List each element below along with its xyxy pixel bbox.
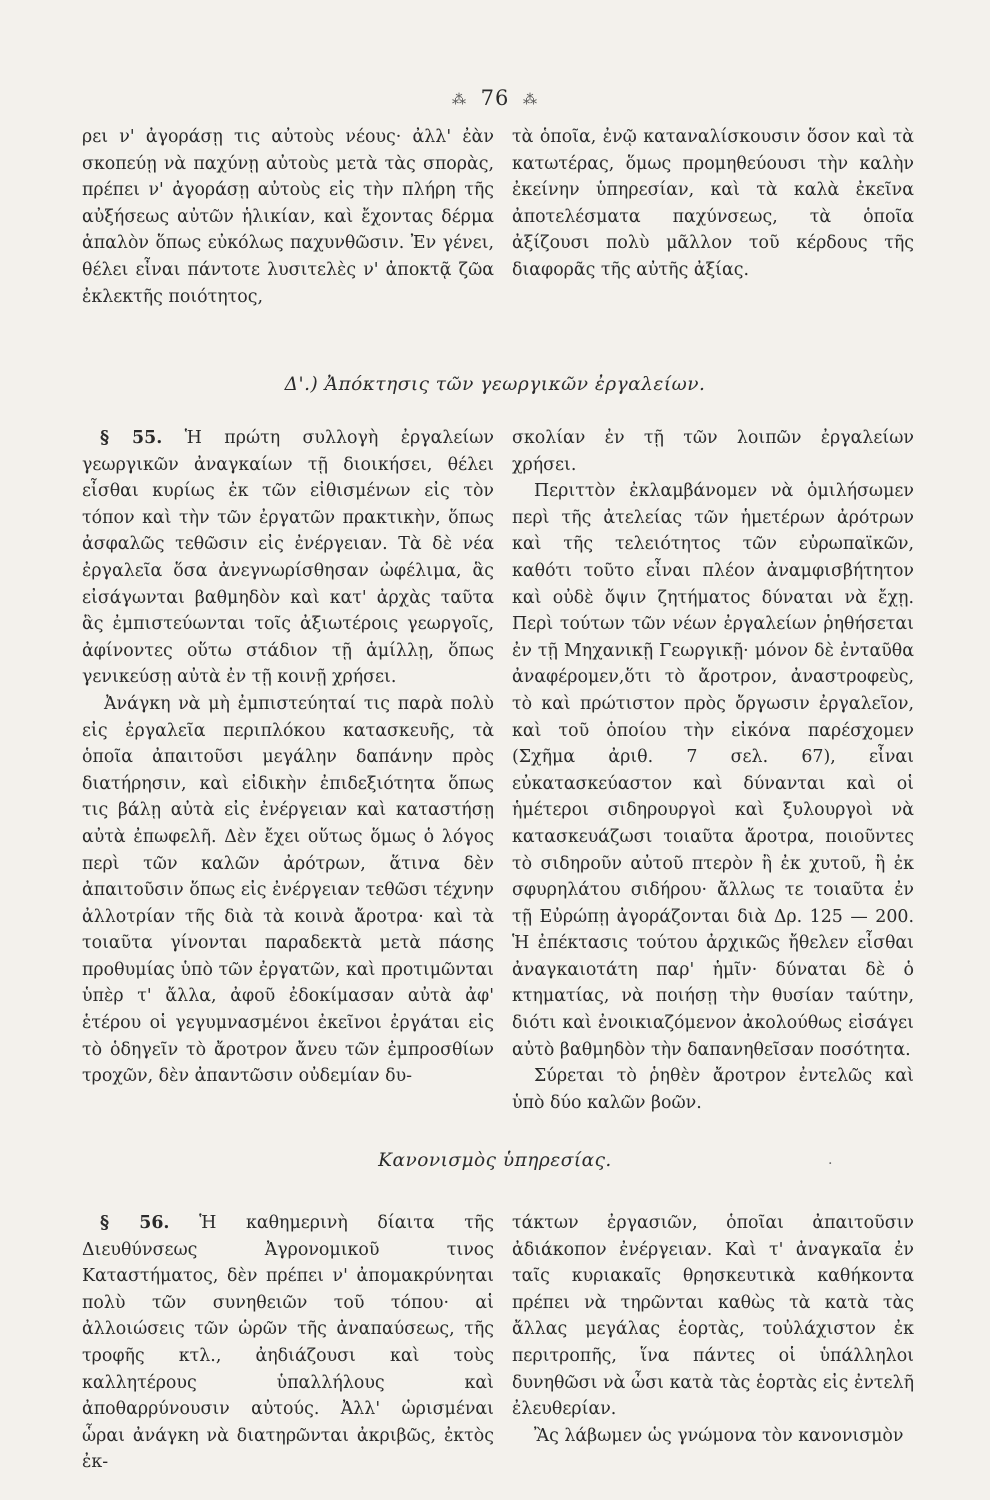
section-heading-tools: Δ'.) Ἀπόκτησις τῶν γεωργικῶν ἐργαλείων.	[284, 374, 706, 395]
block2-left-column	[82, 425, 494, 1090]
paragraph-holidays: τάκτων ἐργασιῶν, ὁποῖαι ἀπαιτοῦσιν ἀδιάκοπον ἐνέργειαν. Καὶ τ' ἀναγκαῖα ἐν ταῖς κυριακαῖς θρησκευτικὰ καθήκοντα πρέπει νὰ τηρῶνται καθὼς τὰ κατὰ τὰς ἄλλας μεγάλας ἑορτὰς, τοὐλάχιστον ἐκ περιτροπῆς, ἵνα πάντες οἱ ὑπάλληλοι δυνηθῶσι νὰ ὦσι κατὰ τὰς ἑορτὰς εἰς ἐντελῆ ἐλευθερίαν.	[512, 1213, 914, 1420]
paragraph-continuation: σκολίαν ἐν τῇ τῶν λοιπῶν ἐργαλείων χρήσει.	[512, 428, 914, 475]
block1-left-column	[82, 124, 494, 310]
paragraph-56-text: Ἡ καθημερινὴ δίαιτα τῆς Διευθύνσεως Ἀγρονομικοῦ τινος Καταστήματος, δὲν πρέπει ν' ἀπομακρύνηται πολὺ τῶν συνηθειῶν τοῦ τόπου· αἱ ἀλλοιώσεις τῶν ὡρῶν τῆς ἀναπαύσεως, τῆς τροφῆς κτλ., ἀηδιάζουσι καὶ τοὺς καλλητέρους ὑπαλλήλους καὶ ἀποθαρρύνουσιν αὐτούς. Ἀλλ' ὡρισμέναι ὧραι ἀνάγκη νὰ διατηρῶνται ἀκριβῶς, ἐκτὸς ἐκ-	[82, 1213, 495, 1473]
paragraph-ploughs: Περιττὸν ἐκλαμβάνομεν νὰ ὁμιλήσωμεν περὶ τῆς ἀτελείας τῶν ἡμετέρων ἀρότρων καὶ τῆς τελειότητος τῶν εὐρωπαϊκῶν, καθότι τοῦτο εἶναι πλέον ἀναμφισβήτητον καὶ οὐδὲ ὄψιν ζητήματος δύναται νὰ ἔχῃ. Περὶ τούτων τῶν νέων ἐργαλείων ῥηθήσεται ἐν τῇ Μηχανικῇ Γεωργικῇ· μόνον δὲ ἐνταῦθα ἀναφέρομεν,ὅτι τὸ ἄροτρον, ἀναστροφεὺς, τὸ καὶ πρώτιστον πρὸς ὄργωσιν ἐργαλεῖον, καὶ τοῦ ὁποίου τὴν εἰκόνα παρέσχομεν (Σχῆμα ἀριθ. 7 σελ. 67), εἶναι εὐκατασκεύαστον καὶ δύνανται καὶ οἱ ἡμέτεροι σιδηρουργοὶ καὶ ξυλουργοὶ νὰ κατασκευάζωσι τοιαῦτα ἄροτρα, ποιοῦντες τὸ σιδηροῦν αὐτοῦ πτερὸν ἢ ἐκ χυτοῦ, ἢ ἐκ σφυρηλάτου σιδήρου· ἄλλως τε τοιαῦτα ἐν τῇ Εὐρώπῃ ἀγοράζονται διὰ Δρ. 125 — 200. Ἡ ἐπέκτασις τούτου ἀρχικῶς ἤθελεν εἶσθαι ἀναγκαιοτάτη παρ' ἡμῖν· δύναται δὲ ὁ κτηματίας, νὰ ποιήσῃ τὴν θυσίαν ταύτην, διότι καὶ ἐνοικιαζόμενον ἀκολούθως εἰσάγει αὐτὸ βαθμηδὸν τὴν δαπανηθεῖσαν ποσότητα.	[512, 481, 914, 1060]
page-number-header	[0, 86, 990, 110]
dot-mark: .	[828, 1152, 833, 1168]
page-number: 76	[480, 86, 510, 110]
block3-left-column	[82, 1210, 494, 1476]
block1-right-column	[512, 124, 914, 284]
block1-left-text: ρει ν' ἀγοράσῃ τις αὐτοὺς νέους· ἀλλ' ἐὰν σκοπεύῃ νὰ παχύνῃ αὐτοὺς μετὰ τὰς σπορὰς, πρέπει ν' ἀγοράσῃ αὐτοὺς εἰς τὴν πλήρη τῆς αὐξήσεως αὐτῶν ἡλικίαν, καὶ ἔχοντας δέρμα ἁπαλὸν ὅπως εὐκόλως παχυνθῶσιν. Ἐν γένει, θέλει εἶναι πάντοτε λυσιτελὲς ν' ἀποκτᾷ ζῶα ἐκλεκτῆς ποιότητος,	[82, 127, 494, 307]
block2-right-column	[512, 425, 914, 1116]
paragraph-tools-complexity: Ἀνάγκη νὰ μὴ ἐμπιστεύηταί τις παρὰ πολὺ εἰς ἐργαλεῖα περιπλόκου κατασκευῆς, τὰ ὁποῖα ἀπαιτοῦσι μεγάλην δαπάνην πρὸς διατήρησιν, καὶ εἰδικὴν ἐπιδεξιότητα ὅπως τις βάλῃ αὐτὰ εἰς ἐνέργειαν καὶ καταστήσῃ αὐτὰ ἐπωφελῆ. Δὲν ἔχει οὕτως ὅμως ὁ λόγος περὶ τῶν καλῶν ἀρότρων, ἅτινα δὲν ἀπαιτοῦσιν ὅπως εἰς ἐνέργειαν τεθῶσι τέχνην ἀλλοτρίαν τῆς διὰ τὰ κοινὰ ἄροτρα· καὶ τὰ τοιαῦτα γίνονται παραδεκτὰ μετὰ πάσης προθυμίας ὑπὸ τῶν ἐργατῶν, καὶ προτιμῶνται ὑπὲρ τ' ἄλλα, ἀφοῦ ἐδοκίμασαν αὐτὰ ἀφ' ἑτέρου οἱ γεγυμνασμένοι ἐκεῖνοι ἐργάται εἰς τὸ ὁδηγεῖν τὸ ἄροτρον ἄνευ τῶν ἐμπροσθίων τροχῶν, δὲν ἀπαντῶσιν οὐδεμίαν δυ-	[82, 693, 494, 1087]
section-number-55: § 55.	[100, 428, 163, 448]
paragraph-oxen: Σύρεται τὸ ῥηθὲν ἄροτρον ἐντελῶς καὶ ὑπὸ δύο καλῶν βοῶν.	[512, 1066, 914, 1113]
ornament-right-icon: ⁂	[523, 91, 539, 108]
paragraph-55	[82, 425, 494, 691]
paragraph-56	[82, 1210, 494, 1476]
block1-right-text: τὰ ὁποῖα, ἐνῷ καταναλίσκουσιν ὅσον καὶ τὰ κατωτέρας, ὅμως προμηθεύουσι τὴν καλὴν ἐκείνην ὑπηρεσίαν, καὶ τὰ καλὰ ἐκεῖνα ἀποτελέσματα παχύνσεως, τὰ ὁποῖα ἀξίζουσι πολὺ μᾶλλον τοῦ κέρδους τῆς διαφορᾶς τῆς αὐτῆς ἀξίας.	[512, 127, 914, 280]
section-number-56: § 56.	[100, 1213, 170, 1233]
block3-right-column	[512, 1210, 914, 1449]
section-heading-service: Κανονισμὸς ὑπηρεσίας.	[378, 1150, 612, 1171]
paragraph-regulation: Ἂς λάβωμεν ὡς γνώμονα τὸν κανονισμὸν	[534, 1425, 904, 1446]
ornament-left-icon: ⁂	[451, 91, 467, 108]
paragraph-55-text: Ἡ πρώτη συλλογὴ ἐργαλείων γεωργικῶν ἀναγκαίων τῇ διοικήσει, θέλει εἶσθαι κυρίως ἐκ τῶν εἰθισμένων εἰς τὸν τόπον καὶ τὴν τῶν ἐργατῶν πρακτικὴν, ὅπως ἀσφαλῶς τεθῶσιν εἰς ἐνέργειαν. Τὰ δὲ νέα ἐργαλεῖα ὅσα ἀνεγνωρίσθησαν ὠφέλιμα, ἃς εἰσάγωνται βαθμηδὸν καὶ κατ' ἀρχὰς ταῦτα ἃς ἐμπιστεύωνται τοῖς ἀξιωτέροις γεωργοῖς, ἀφίνοντες οὕτω στάδιον τῇ ἁμίλλῃ, ὅπως γενικεύσῃ αὐτὰ ἐν τῇ κοινῇ χρήσει.	[82, 428, 495, 688]
